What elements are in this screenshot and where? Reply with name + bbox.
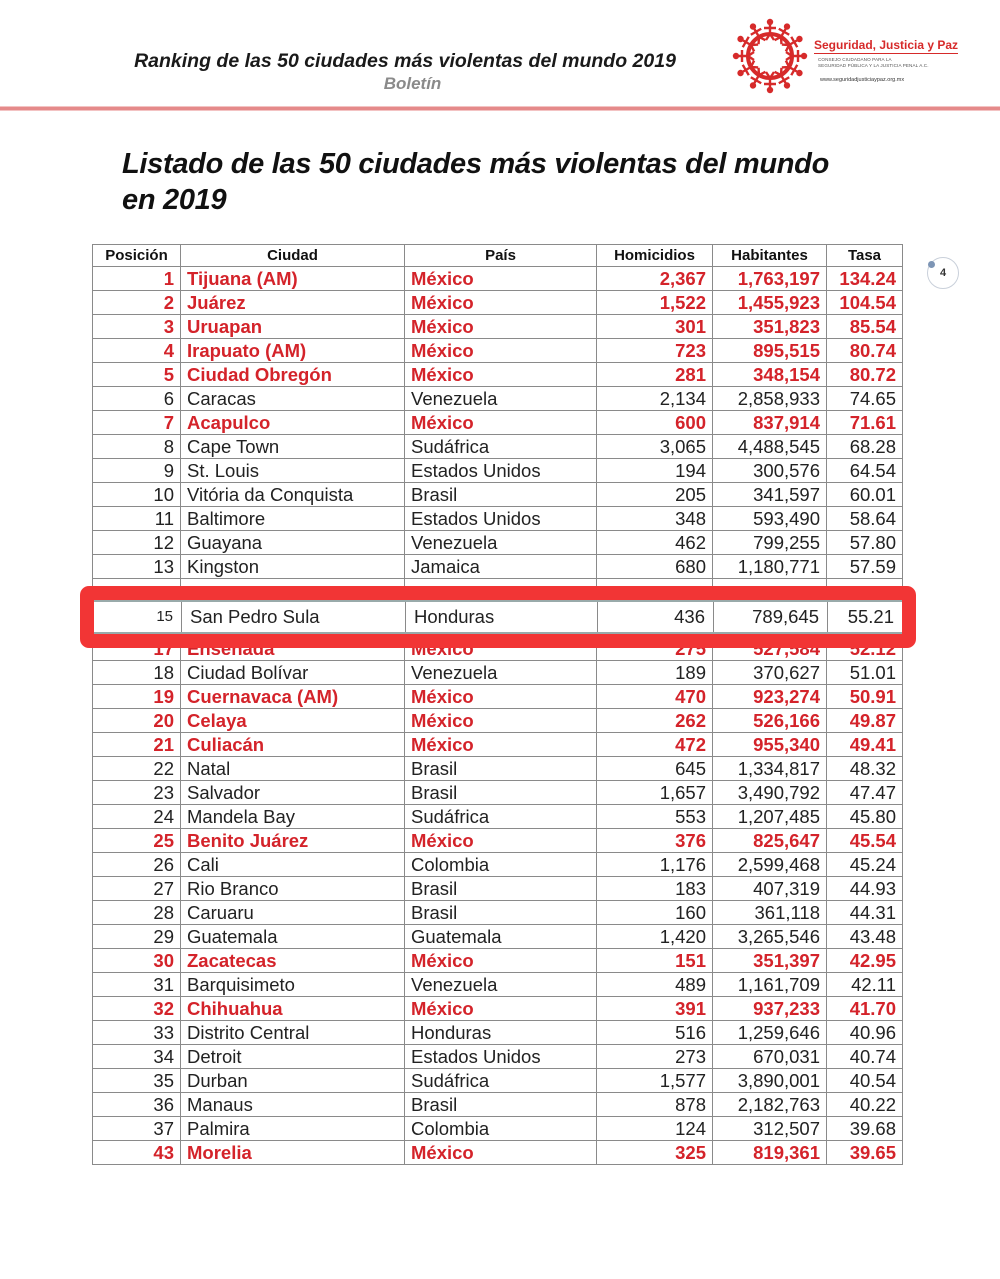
cell-city: Guayana [181,531,405,555]
cell-position: 6 [93,387,181,411]
cell-city: Uruapan [181,315,405,339]
cell-homicides: 553 [597,805,713,829]
cell-position: 32 [93,997,181,1021]
cell-rate: 49.41 [827,733,903,757]
cell-population: 2,858,933 [713,387,827,411]
bulletin-title: Ranking de las 50 ciudades más violentas del mundo 2019 [134,50,676,72]
table-row [93,555,903,579]
cell-position: 3 [93,315,181,339]
cell-population: 312,507 [713,1117,827,1141]
cell-position: 7 [93,411,181,435]
cell-rate: 44.31 [827,901,903,925]
table-row [93,637,903,661]
cell-position: 20 [93,709,181,733]
cell-city: Irapuato (AM) [181,339,405,363]
cell-country: Brasil [405,1093,597,1117]
cell-position: 37 [93,1117,181,1141]
cell-population: 895,515 [713,339,827,363]
cell-homicides: 1,420 [597,925,713,949]
column-header-population: Habitantes [713,245,827,267]
cell-city: Ciudad Bolívar [181,661,405,685]
cell-population: 670,031 [713,1045,827,1069]
cell-rate: 42.11 [827,973,903,997]
cell-country: México [405,411,597,435]
cell-rate: 104.54 [827,291,903,315]
page-indicator-dot-icon [928,261,935,268]
table-row [93,1141,903,1165]
cell-population: 370,627 [713,661,827,685]
table-row [93,411,903,435]
cell-population: 1,161,709 [713,973,827,997]
cell-position: 33 [93,1021,181,1045]
cell-population: 3,265,546 [713,925,827,949]
cell-country: México [405,315,597,339]
cell-rate: 85.54 [827,315,903,339]
cell-city: Durban [181,1069,405,1093]
cell-country: Venezuela [405,973,597,997]
column-header-homicides: Homicidios [597,245,713,267]
table-row [93,1117,903,1141]
cell-rate: 68.28 [827,435,903,459]
cell-rate: 50.91 [827,685,903,709]
cell-city: Rio Branco [181,877,405,901]
cell-homicides: 723 [597,339,713,363]
cell-position: 5 [93,363,181,387]
cell-country: Estados Unidos [405,459,597,483]
cell-population: 4,488,545 [713,435,827,459]
cell-rate: 52.12 [827,637,903,661]
bulletin-subtitle: Boletín [383,74,442,93]
cell-position: 13 [93,555,181,579]
cell-homicides: 1,176 [597,853,713,877]
cell-position: 22 [93,757,181,781]
logo-tagline-line1: CONSEJO CIUDADANO PARA LA [818,57,892,62]
cell-position: 35 [93,1069,181,1093]
cell-country: Brasil [405,901,597,925]
cell-city: Chihuahua [181,997,405,1021]
document-title [122,146,902,218]
table-row [93,877,903,901]
cell-rate: 71.61 [827,411,903,435]
cell-country: México [405,291,597,315]
cell-country: México [405,949,597,973]
cell-rate: 40.96 [827,1021,903,1045]
cell-rate: 134.24 [827,267,903,291]
cell-position: 1 [93,267,181,291]
cell-rate: 45.80 [827,805,903,829]
cell-rate: 64.54 [827,459,903,483]
cell-rate: 45.24 [827,853,903,877]
cell-country: México [405,1141,597,1165]
table-row [93,661,903,685]
cell-country: Brasil [405,757,597,781]
cell-rate: 51.01 [827,661,903,685]
cell-city: St. Louis [181,459,405,483]
document-title-line1: Listado de las 50 ciudades más violentas del mundo [122,148,829,180]
table-row [93,1069,903,1093]
cell-country: Estados Unidos [405,507,597,531]
table-row [93,291,903,315]
cell-country: Sudáfrica [405,805,597,829]
cell-homicides: 2,134 [597,387,713,411]
cell-position: 8 [93,435,181,459]
cell-city: Vitória da Conquista [181,483,405,507]
highlighted-table-row [94,600,902,634]
cell-rate: 58.64 [827,507,903,531]
cell-rate: 60.01 [827,483,903,507]
cell-country: Venezuela [405,661,597,685]
cell-country: Sudáfrica [405,1069,597,1093]
cell-population: 825,647 [713,829,827,853]
cell-homicides: 325 [597,1141,713,1165]
column-header-city: Ciudad [181,245,405,267]
cell-position: 28 [93,901,181,925]
table-row [93,757,903,781]
cell-country: Venezuela [405,387,597,411]
cell-city: Salvador [181,781,405,805]
cell-population: 837,914 [713,411,827,435]
ranking-table [92,244,903,1165]
cell-rate: 48.32 [827,757,903,781]
cell-city: Kingston [181,555,405,579]
cell-homicides: 1,577 [597,1069,713,1093]
cell-city: Guatemala [181,925,405,949]
cell-position: 12 [93,531,181,555]
cell-city: Ciudad Obregón [181,363,405,387]
table-row [93,805,903,829]
cell-population: 2,599,468 [713,853,827,877]
cell-position: 24 [93,805,181,829]
cell-position: 29 [93,925,181,949]
table-row [93,925,903,949]
table-row [93,435,903,459]
cell-homicides: 124 [597,1117,713,1141]
cell-homicides: 600 [597,411,713,435]
cell-city: Culiacán [181,733,405,757]
cell-country: Brasil [405,781,597,805]
column-header-rate: Tasa [827,245,903,267]
cell-homicides: 1,657 [597,781,713,805]
cell-city: Baltimore [181,507,405,531]
cell-population: 341,597 [713,483,827,507]
cell-country: Estados Unidos [405,1045,597,1069]
table-header-row [93,245,903,267]
cell-country: Guatemala [405,925,597,949]
cell-city: Cape Town [181,435,405,459]
cell-homicides: 348 [597,507,713,531]
table-row [93,709,903,733]
table-row [93,459,903,483]
cell-rate: 80.72 [827,363,903,387]
cell-population: 955,340 [713,733,827,757]
cell-city: Natal [181,757,405,781]
cell-country: Brasil [405,483,597,507]
cell-rate: 44.93 [827,877,903,901]
cell-population: 361,118 [713,901,827,925]
cell-city: Juárez [181,291,405,315]
cell-city: San Pedro Sula [182,602,406,632]
cell-population: 1,334,817 [713,757,827,781]
cell-homicides: 391 [597,997,713,1021]
cell-homicides: 273 [597,1045,713,1069]
cell-population: 1,207,485 [713,805,827,829]
table-row [93,1021,903,1045]
cell-homicides: 262 [597,709,713,733]
cell-city: Distrito Central [181,1021,405,1045]
cell-rate: 40.74 [827,1045,903,1069]
cell-rate: 57.59 [827,555,903,579]
table-row [93,339,903,363]
cell-homicides: 151 [597,949,713,973]
table-row [93,1093,903,1117]
cell-homicides: 183 [597,877,713,901]
table-row [93,531,903,555]
cell-position: 31 [93,973,181,997]
table-row [93,363,903,387]
table-row [93,853,903,877]
cell-country: Colombia [405,1117,597,1141]
cell-homicides: 205 [597,483,713,507]
cell-city: Palmira [181,1117,405,1141]
cell-country: México [405,339,597,363]
logo-website: www.seguridadjusticiaypaz.org.mx [820,77,905,83]
table-row [93,997,903,1021]
cell-city: Barquisimeto [181,973,405,997]
table-body-top [93,267,903,579]
cell-position: 30 [93,949,181,973]
table-row [93,949,903,973]
table-row [93,267,903,291]
cell-position: 36 [93,1093,181,1117]
cell-population: 351,397 [713,949,827,973]
cell-homicides: 878 [597,1093,713,1117]
cell-population: 348,154 [713,363,827,387]
cell-homicides: 470 [597,685,713,709]
cell-city: Mandela Bay [181,805,405,829]
cell-country: Jamaica [405,555,597,579]
cell-homicides: 436 [598,602,714,632]
cell-rate: 40.22 [827,1093,903,1117]
cell-rate: 39.65 [827,1141,903,1165]
cell-population: 351,823 [713,315,827,339]
cell-population: 937,233 [713,997,827,1021]
cell-rate: 39.68 [827,1117,903,1141]
page-number-badge[interactable]: 4 [927,257,959,289]
cell-city: Tijuana (AM) [181,267,405,291]
cell-population: 407,319 [713,877,827,901]
cell-rate: 74.65 [827,387,903,411]
cell-population: 819,361 [713,1141,827,1165]
cell-position: 10 [93,483,181,507]
table-row [93,483,903,507]
cell-country: Brasil [405,877,597,901]
cell-position: 26 [93,853,181,877]
cell-homicides: 376 [597,829,713,853]
table-row [93,507,903,531]
cell-position: 34 [93,1045,181,1069]
cell-position: 23 [93,781,181,805]
cell-rate: 57.80 [827,531,903,555]
cell-homicides: 645 [597,757,713,781]
cell-country: Venezuela [405,531,597,555]
cell-position: 9 [93,459,181,483]
table-row [93,781,903,805]
cell-population: 1,763,197 [713,267,827,291]
cell-homicides: 1,522 [597,291,713,315]
cell-population: 527,584 [713,637,827,661]
cell-country: México [405,267,597,291]
cell-homicides: 462 [597,531,713,555]
cell-position: 4 [93,339,181,363]
cell-country: México [405,997,597,1021]
cell-rate: 42.95 [827,949,903,973]
table-row [93,685,903,709]
table-row-obscured [93,579,903,591]
cell-country: Colombia [405,853,597,877]
cell-country: Sudáfrica [405,435,597,459]
cell-population: 2,182,763 [713,1093,827,1117]
cell-city: Zacatecas [181,949,405,973]
column-header-position: Posición [93,245,181,267]
cell-homicides: 301 [597,315,713,339]
cell-homicides: 275 [597,637,713,661]
table-row [93,733,903,757]
cell-population: 3,490,792 [713,781,827,805]
table-row [93,901,903,925]
cell-population: 593,490 [713,507,827,531]
cell-position: 2 [93,291,181,315]
column-header-country: País [405,245,597,267]
cell-city: Manaus [181,1093,405,1117]
cell-city: Caruaru [181,901,405,925]
cell-city: Detroit [181,1045,405,1069]
cell-homicides: 680 [597,555,713,579]
cell-country: México [405,733,597,757]
cell-city: Benito Juárez [181,829,405,853]
table-row [93,1045,903,1069]
cell-rate: 45.54 [827,829,903,853]
cell-rate: 47.47 [827,781,903,805]
document-title-line2: en 2019 [122,184,227,216]
cell-homicides: 3,065 [597,435,713,459]
table-body-bottom [93,637,903,1165]
cell-position: 11 [93,507,181,531]
cell-population: 789,645 [714,602,828,632]
table-row [93,829,903,853]
cell-homicides: 516 [597,1021,713,1045]
cell-homicides: 160 [597,901,713,925]
cell-rate: 41.70 [827,997,903,1021]
cell-position: 21 [93,733,181,757]
cell-position: 27 [93,877,181,901]
cell-city: Caracas [181,387,405,411]
cell-population: 526,166 [713,709,827,733]
cell-country: Honduras [406,602,598,632]
organization-logo [728,16,998,100]
cell-homicides: 189 [597,661,713,685]
cell-position: 19 [93,685,181,709]
cell-homicides: 472 [597,733,713,757]
cell-city: Acapulco [181,411,405,435]
cell-population: 300,576 [713,459,827,483]
cell-country: Honduras [405,1021,597,1045]
cell-rate: 40.54 [827,1069,903,1093]
cell-population: 1,259,646 [713,1021,827,1045]
cell-homicides: 489 [597,973,713,997]
cell-population: 1,180,771 [713,555,827,579]
cell-population: 1,455,923 [713,291,827,315]
cell-rate: 80.74 [827,339,903,363]
cell-country: México [405,829,597,853]
table-row [93,973,903,997]
cell-position: 17 [93,637,181,661]
table-row [93,315,903,339]
cell-population: 3,890,001 [713,1069,827,1093]
cell-homicides: 2,367 [597,267,713,291]
cell-rate: 55.21 [847,606,894,627]
logo-org-name: Seguridad, Justicia y Paz [814,38,959,52]
cell-position: 43 [93,1141,181,1165]
cell-population: 799,255 [713,531,827,555]
cell-country: México [405,685,597,709]
cell-country: México [405,637,597,661]
logo-tagline-line2: SEGURIDAD PÚBLICA Y LA JUSTICIA PENAL A.C. [818,63,929,68]
header-divider [0,106,1000,111]
cell-country: México [405,363,597,387]
cell-position: 18 [93,661,181,685]
cell-position: 15 [94,602,182,632]
cell-homicides: 281 [597,363,713,387]
cell-city: Morelia [181,1141,405,1165]
table-row [93,387,903,411]
cell-rate: 43.48 [827,925,903,949]
cell-homicides: 194 [597,459,713,483]
cell-population: 923,274 [713,685,827,709]
cell-city: Cali [181,853,405,877]
cell-position: 25 [93,829,181,853]
cell-city: Cuernavaca (AM) [181,685,405,709]
cell-country: México [405,709,597,733]
cell-city: Ensenada [181,637,405,661]
ring-of-people-icon [730,16,810,96]
cell-rate: 49.87 [827,709,903,733]
cell-city: Celaya [181,709,405,733]
